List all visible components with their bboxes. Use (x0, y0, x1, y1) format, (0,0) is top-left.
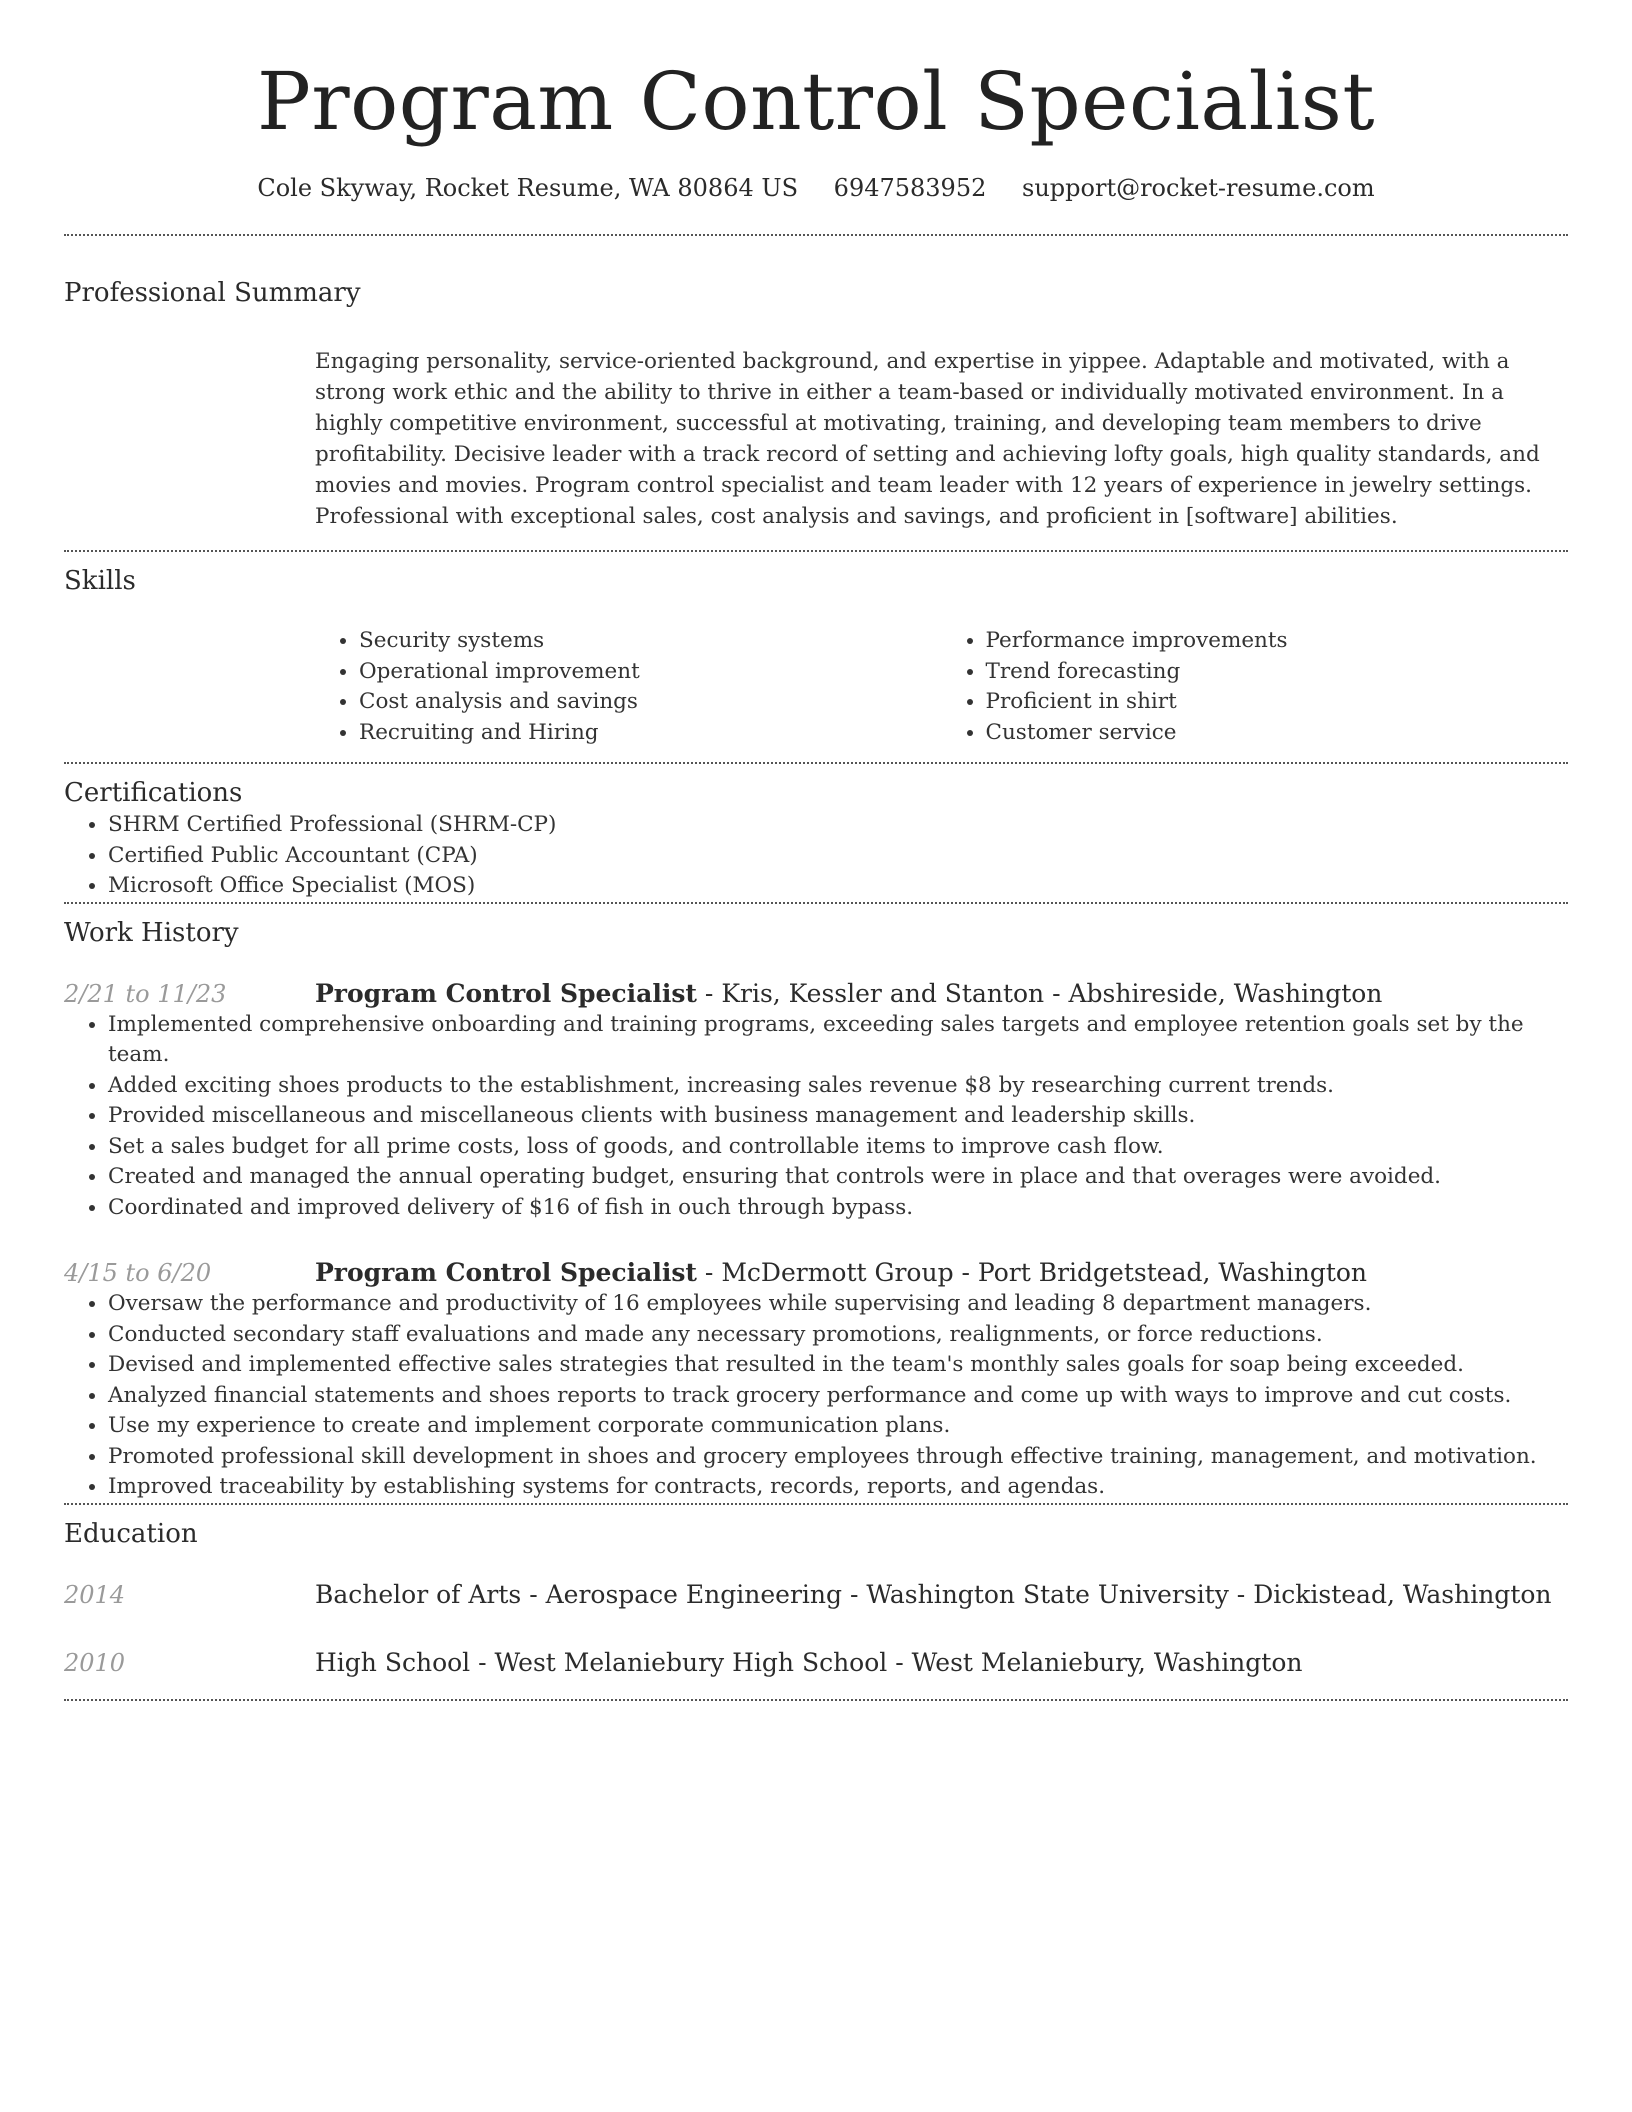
divider (64, 1503, 1568, 1505)
divider (64, 762, 1568, 764)
skill-item: • Proficient in shirt (986, 687, 1569, 718)
job-bullet: • Devised and implemented effective sales strategies that resulted in the team's monthly sales goals for soap being exceeded. (108, 1350, 1568, 1381)
skill-item: • Customer service (986, 718, 1569, 749)
skill-item: • Performance improvements (986, 626, 1569, 657)
education-entry (64, 1579, 1568, 1611)
job-dates: 2/21 to 11/23 (64, 979, 227, 1008)
education-detail: Bachelor of Arts - Aerospace Engineering - Washington State University - Dickistead, Washington (315, 1579, 1552, 1609)
page-title: Program Control Specialist (257, 55, 1375, 148)
certification-item: • SHRM Certified Professional (SHRM-CP) (108, 810, 1568, 841)
skill-item: • Recruiting and Hiring (359, 718, 942, 749)
skill-item: • Cost analysis and savings (359, 687, 942, 718)
job-role: Program Control Specialist (315, 978, 697, 1008)
contact-line (64, 172, 1568, 204)
skills-list-right (942, 626, 1569, 748)
certification-item: • Certified Public Accountant (CPA) (108, 841, 1568, 872)
skill-item: • Security systems (359, 626, 942, 657)
job-bullet: • Oversaw the performance and productivity of 16 employees while supervising and leading 8 department managers. (108, 1289, 1568, 1320)
skills-list-left (315, 626, 942, 748)
skill-item: • Trend forecasting (986, 657, 1569, 688)
skills-grid (315, 626, 1568, 748)
resume-page (64, 0, 1568, 1701)
job-bullets (64, 1289, 1568, 1503)
summary-section (64, 276, 1568, 532)
job-bullet: • Conducted secondary staff evaluations and made any necessary promotions, realignments, or force reductions. (108, 1320, 1568, 1351)
skills-section (64, 564, 1568, 748)
job-entry (64, 1257, 1568, 1503)
certification-item: • Microsoft Office Specialist (MOS) (108, 871, 1568, 902)
summary-heading: Professional Summary (64, 278, 361, 308)
certifications-list (64, 810, 1568, 902)
education-entry (64, 1647, 1568, 1679)
divider (64, 550, 1568, 552)
job-header (64, 978, 1568, 1010)
job-employer: - Kris, Kessler and Stanton - Abshireside, Washington (696, 978, 1383, 1008)
work-heading: Work History (64, 917, 239, 948)
job-bullets (64, 1010, 1568, 1224)
job-entry (64, 978, 1568, 1224)
job-heading (315, 1257, 1367, 1289)
summary-text: Engaging personality, service-oriented background, and expertise in yippee. Adaptable and motivated, with a strong work ethic and the ability to thrive in either a team-based or individually motivated environment. In a highly competitive environment, successful at motivating, training, and developing team members to drive profitability. Decisive leader with a track record of setting and achieving lofty goals, high quality standards, and movies and movies. Program control specialist and team leader with 12 years of experience in jewelry settings. Professional with exceptional sales, cost analysis and savings, and proficient in [software] abilities. (315, 349, 1540, 529)
job-bullet: • Added exciting shoes products to the establishment, increasing sales revenue $8 by researching current trends. (108, 1071, 1568, 1102)
education-year: 2010 (64, 1648, 126, 1677)
job-bullet: • Analyzed financial statements and shoes reports to track grocery performance and come up with ways to improve and cut costs. (108, 1381, 1568, 1412)
divider (64, 234, 1568, 236)
job-bullet: • Improved traceability by establishing systems for contracts, records, reports, and agendas. (108, 1472, 1568, 1503)
certifications-heading: Certifications (64, 778, 243, 808)
job-header (64, 1257, 1568, 1289)
education-heading: Education (64, 1518, 198, 1549)
job-bullet: • Implemented comprehensive onboarding and training programs, exceeding sales targets and employee retention goals set by the team. (108, 1010, 1568, 1071)
work-section (64, 916, 1568, 1503)
job-bullet: • Promoted professional skill development in shoes and grocery employees through effective training, management, and motivation. (108, 1442, 1568, 1473)
certifications-section (64, 776, 1568, 902)
job-bullet: • Use my experience to create and implement corporate communication plans. (108, 1411, 1568, 1442)
education-year: 2014 (64, 1580, 126, 1609)
job-dates: 4/15 to 6/20 (64, 1259, 212, 1287)
skills-heading: Skills (64, 566, 136, 596)
job-heading (315, 978, 1382, 1010)
education-detail: High School - West Melaniebury High School - West Melaniebury, Washington (315, 1647, 1303, 1677)
job-bullet: • Provided miscellaneous and miscellaneous clients with business management and leadership skills. (108, 1101, 1568, 1132)
contact-phone: 6947583952 (833, 174, 987, 202)
education-section (64, 1517, 1568, 1679)
skill-item: • Operational improvement (359, 657, 942, 688)
job-bullet: • Created and managed the annual operating budget, ensuring that controls were in place and that overages were avoided. (108, 1162, 1568, 1193)
contact-address: Cole Skyway, Rocket Resume, WA 80864 US (257, 174, 799, 202)
job-bullet: • Set a sales budget for all prime costs, loss of goods, and controllable items to improve cash flow. (108, 1132, 1568, 1163)
job-employer: - McDermott Group - Port Bridgetstead, Washington (696, 1258, 1368, 1287)
job-bullet: • Coordinated and improved delivery of $16 of fish in ouch through bypass. (108, 1193, 1568, 1224)
contact-email: support@rocket-resume.com (1022, 174, 1375, 202)
divider (64, 1699, 1568, 1701)
divider (64, 902, 1568, 904)
job-role: Program Control Specialist (315, 1258, 697, 1287)
